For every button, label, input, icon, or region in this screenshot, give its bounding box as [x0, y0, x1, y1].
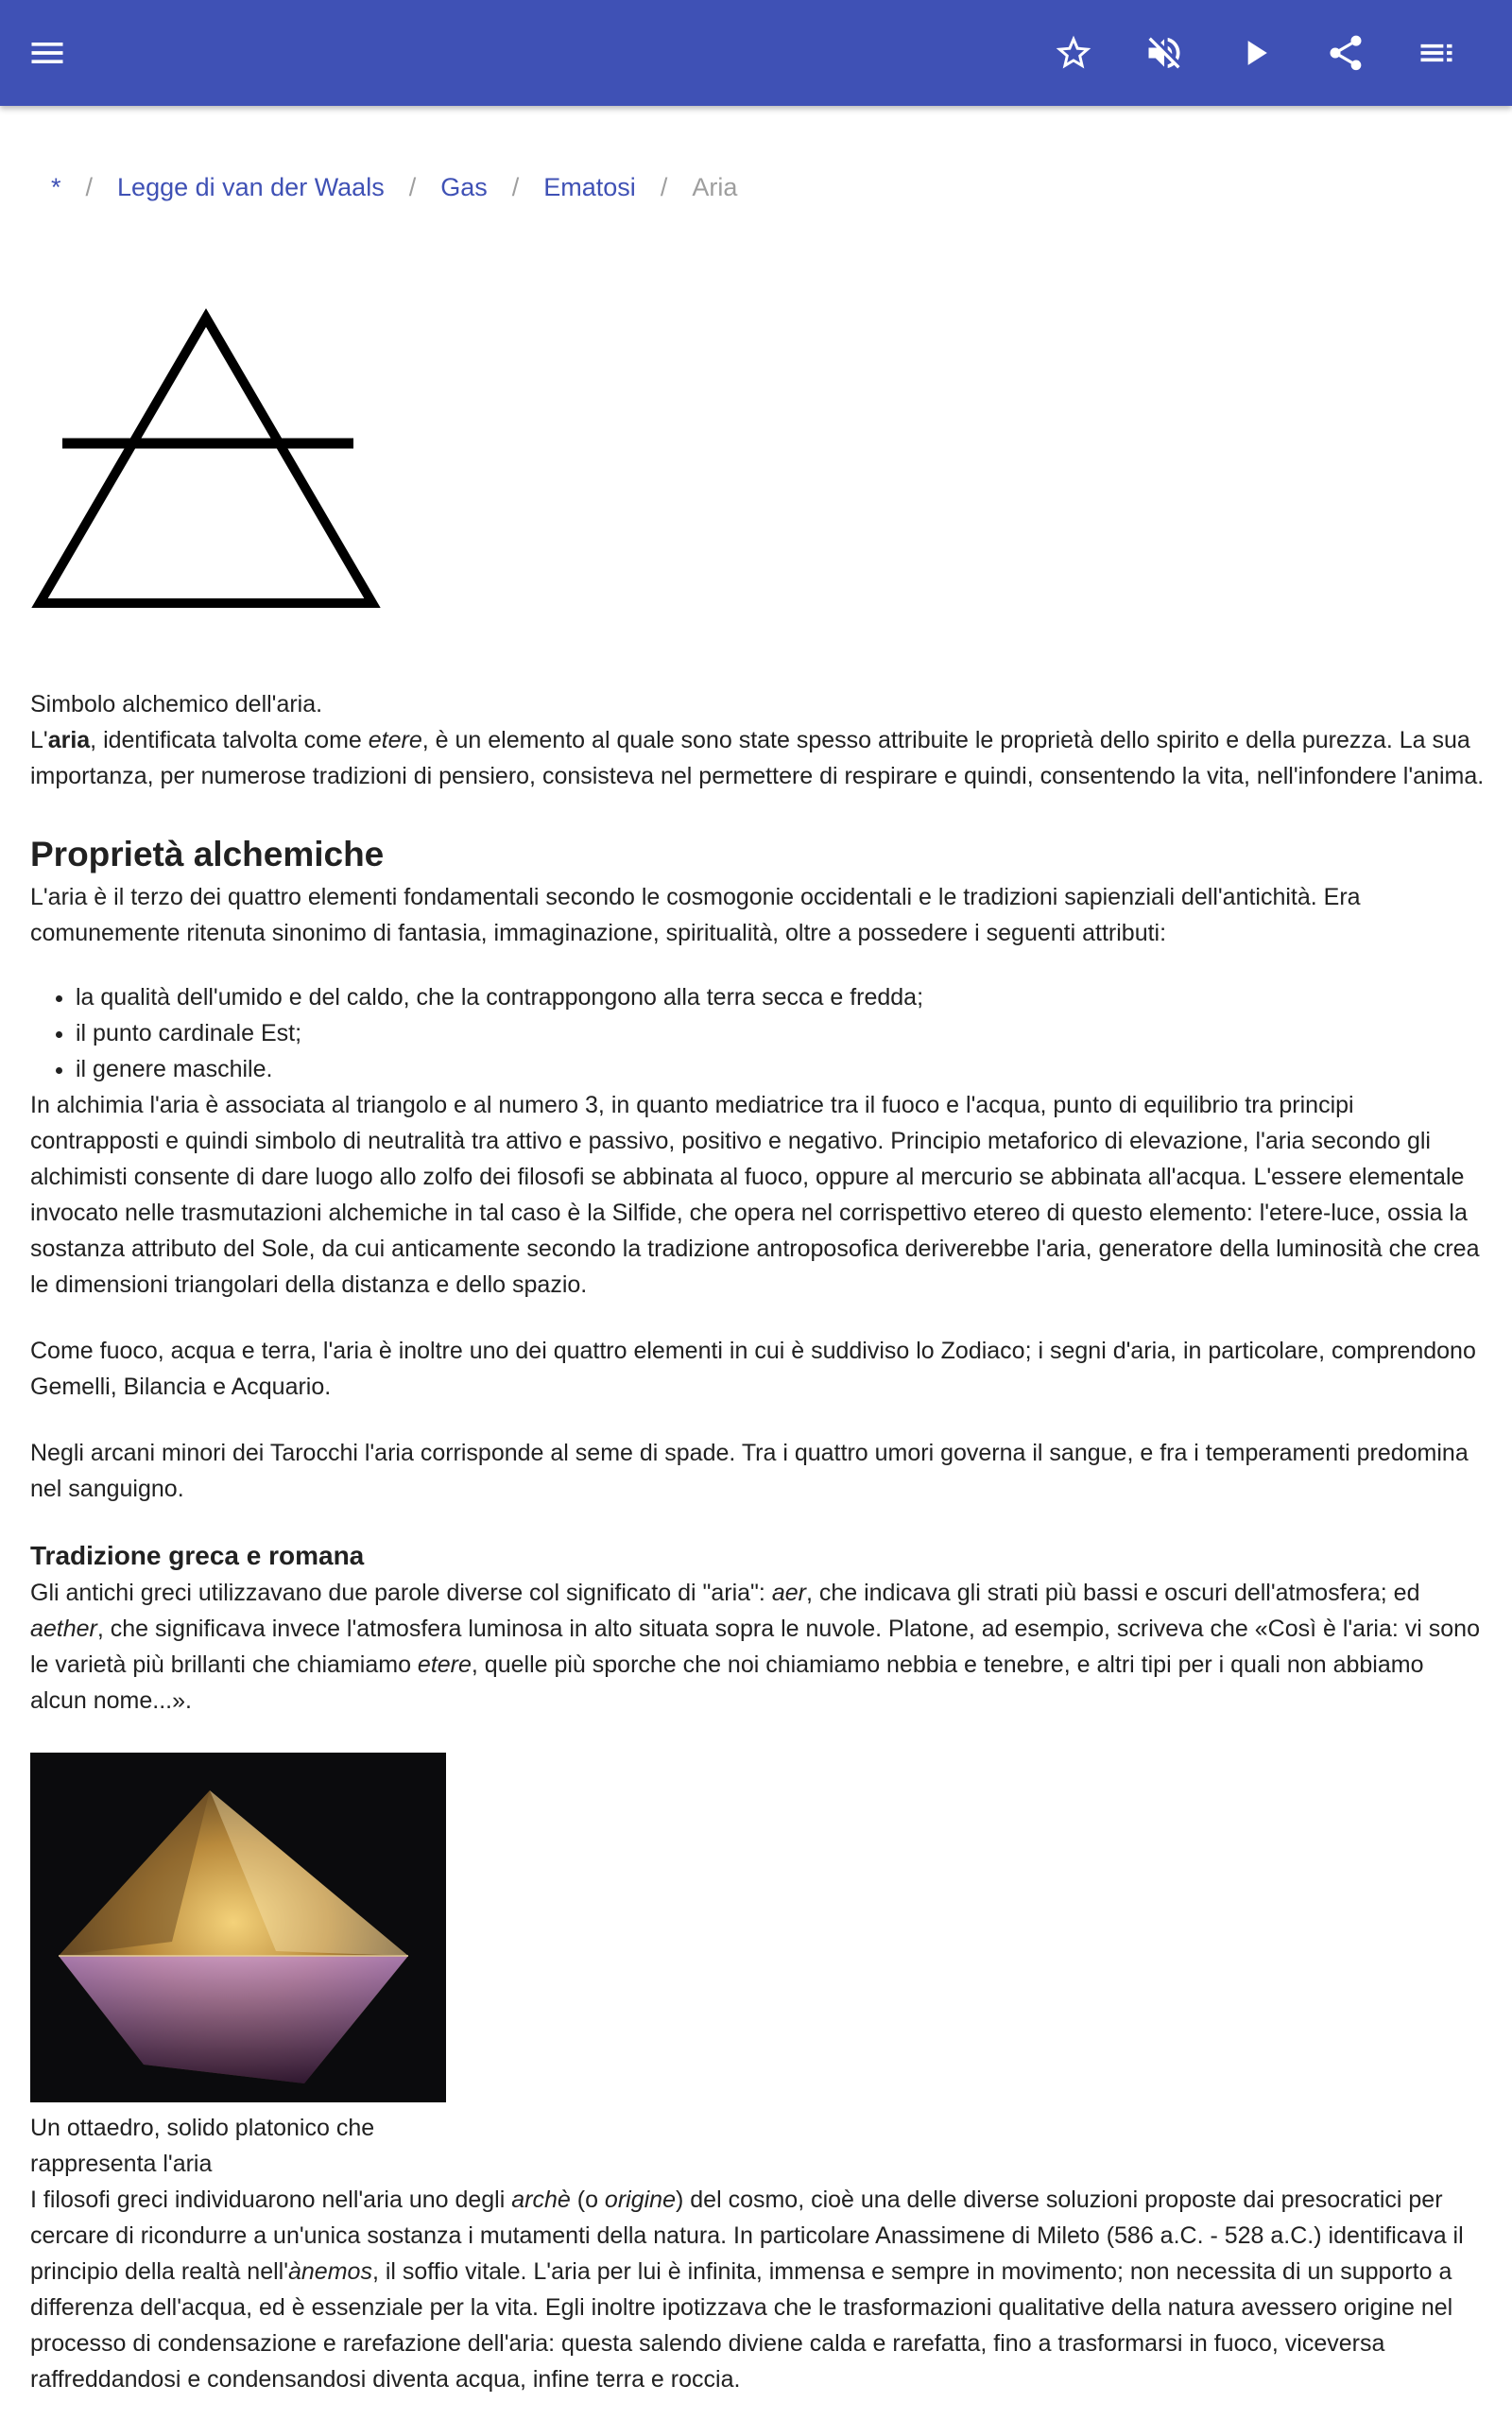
- section2-paragraph-1: Gli antichi greci utilizzavano due parole diverse col significato di "aria": aer, che indicava gli strati più bassi e oscuri dell'atmosfera; ed aether, che significava invece l'atmosfera luminosa in alto situata sopra le nuvole. Platone, ad esempio, scriveva che «Così è l'aria: vi sono le varietà più brillanti che chiamiamo etere, quelle più sporche che noi chiamiamo nebbia e tenebre, e altri tipi per i quali non abbiamo alcun nome...».: [30, 1580, 1480, 1714]
- breadcrumb-item-home[interactable]: *: [51, 173, 61, 201]
- play-button[interactable]: [1228, 26, 1281, 79]
- photo-caption: Un ottaedro, solido platonico che rappresenta l'aria: [30, 2115, 375, 2177]
- term-bold: aria: [47, 727, 91, 753]
- list-item: • il punto cardinale Est;: [76, 1015, 1486, 1051]
- breadcrumb: [30, 168, 1486, 206]
- mute-button[interactable]: [1138, 26, 1191, 79]
- playlist-icon: [1416, 32, 1457, 74]
- breadcrumb-item-van-der-waals[interactable]: Legge di van der Waals: [117, 173, 385, 201]
- section1-paragraph-2: In alchimia l'aria è associata al triangolo e al numero 3, in quanto mediatrice tra il fuoco e l'acqua, punto di equilibrio tra principi contrapposti e quindi simbolo di neutralità tra attivo e passivo, positivo e negativo. Principio metaforico di elevazione, l'aria secondo gli alchimisti consente di dare luogo allo zolfo dei filosofi se abbinata al fuoco, oppure al mercurio se abbinata all'acqua. L'essere elementale invocato nelle trasmutazioni alchemiche in tal caso è la Silfide, che opera nel corrispettivo etereo di questo elemento: l'etere-luce, ossia la sostanza attributo del Sole, da cui anticamente secondo la tradizione antroposofica deriverebbe l'aria, generatore della luminosità che crea le dimensioni triangolari della distanza e dello spazio.: [30, 1092, 1480, 1298]
- favorite-button[interactable]: [1047, 26, 1100, 79]
- star-icon: [1053, 32, 1094, 74]
- attributes-list: [30, 979, 1486, 1087]
- breadcrumb-separator: /: [660, 173, 668, 201]
- app-bar: [0, 0, 1512, 106]
- share-button[interactable]: [1319, 26, 1372, 79]
- section-title-greek-roman-tradition: Tradizione greca e romana: [30, 1541, 365, 1570]
- contents-button[interactable]: [1410, 26, 1463, 79]
- play-icon: [1234, 32, 1276, 74]
- section1-paragraph-4: Negli arcani minori dei Tarocchi l'aria corrisponde al seme di spade. Tra i quattro umori governa il sangue, e fra i temperamenti predomina nel sanguigno.: [30, 1440, 1469, 1502]
- list-item: • la qualità dell'umido e del caldo, che la contrappongono alla terra secca e fredda;: [76, 979, 1486, 1015]
- menu-button[interactable]: [21, 26, 74, 79]
- section2-paragraph-2: I filosofi greci individuarono nell'aria uno degli archè (o origine) del cosmo, cioè una delle diverse soluzioni proposte dai presocratici per cercare di ricondurre a un'unica sostanza i mutamenti della natura. In particolare Anassimene di Mileto (586 a.C. - 528 a.C.) identificava il principio della realtà nell'ànemos, il soffio vitale. L'aria per lui è infinita, immensa e sempre in movimento; non necessita di un supporto a differenza dell'acqua, ed è essenziale per la vita. Egli inoltre ipotizzava che le trasformazioni qualitative della natura avessero origine nel processo di condensazione e rarefazione dell'aria: questa salendo diviene calda e rarefatta, fino a trasformarsi in fuoco, viceversa raffreddandosi e condensandosi diventa acqua, infine terra e roccia.: [30, 2187, 1464, 2393]
- section1-paragraph-1: L'aria è il terzo dei quattro elementi fondamentali secondo le cosmogonie occidentali e le tradizioni sapienziali dell'antichità. Era comunemente ritenuta sinonimo di fantasia, immaginazione, spiritualità, oltre a possedere i seguenti attributi:: [30, 884, 1361, 946]
- breadcrumb-current: Aria: [692, 173, 738, 201]
- breadcrumb-separator: /: [408, 173, 417, 201]
- section-title-alchemical-properties: Proprietà alchemiche: [30, 835, 385, 873]
- breadcrumb-separator: /: [511, 173, 520, 201]
- section1-paragraph-3: Come fuoco, acqua e terra, l'aria è inoltre uno dei quattro elementi in cui è suddiviso lo Zodiaco; i segni d'aria, in particolare, comprendono Gemelli, Bilancia e Acquario.: [30, 1338, 1476, 1400]
- mute-icon: [1143, 32, 1185, 74]
- share-icon: [1325, 32, 1366, 74]
- breadcrumb-item-ematosi[interactable]: Ematosi: [543, 173, 636, 201]
- image-caption: Simbolo alchemico dell'aria.: [30, 691, 323, 717]
- breadcrumb-item-gas[interactable]: Gas: [440, 173, 488, 201]
- octahedron-crystal-photo[interactable]: [30, 1753, 446, 2102]
- menu-icon: [26, 32, 68, 74]
- air-alchemical-symbol-image[interactable]: [30, 308, 382, 611]
- breadcrumb-separator: /: [85, 173, 94, 201]
- list-item: • il genere maschile.: [76, 1051, 1486, 1087]
- article-content: [30, 106, 1486, 2397]
- intro-paragraph: L'aria, identificata talvolta come etere, è un elemento al quale sono state spesso attribuite le proprietà dello spirito e della purezza. La sua importanza, per numerose tradizioni di pensiero, consisteva nel permettere di respirare e quindi, consentendo la vita, nell'infondere l'anima.: [30, 727, 1485, 789]
